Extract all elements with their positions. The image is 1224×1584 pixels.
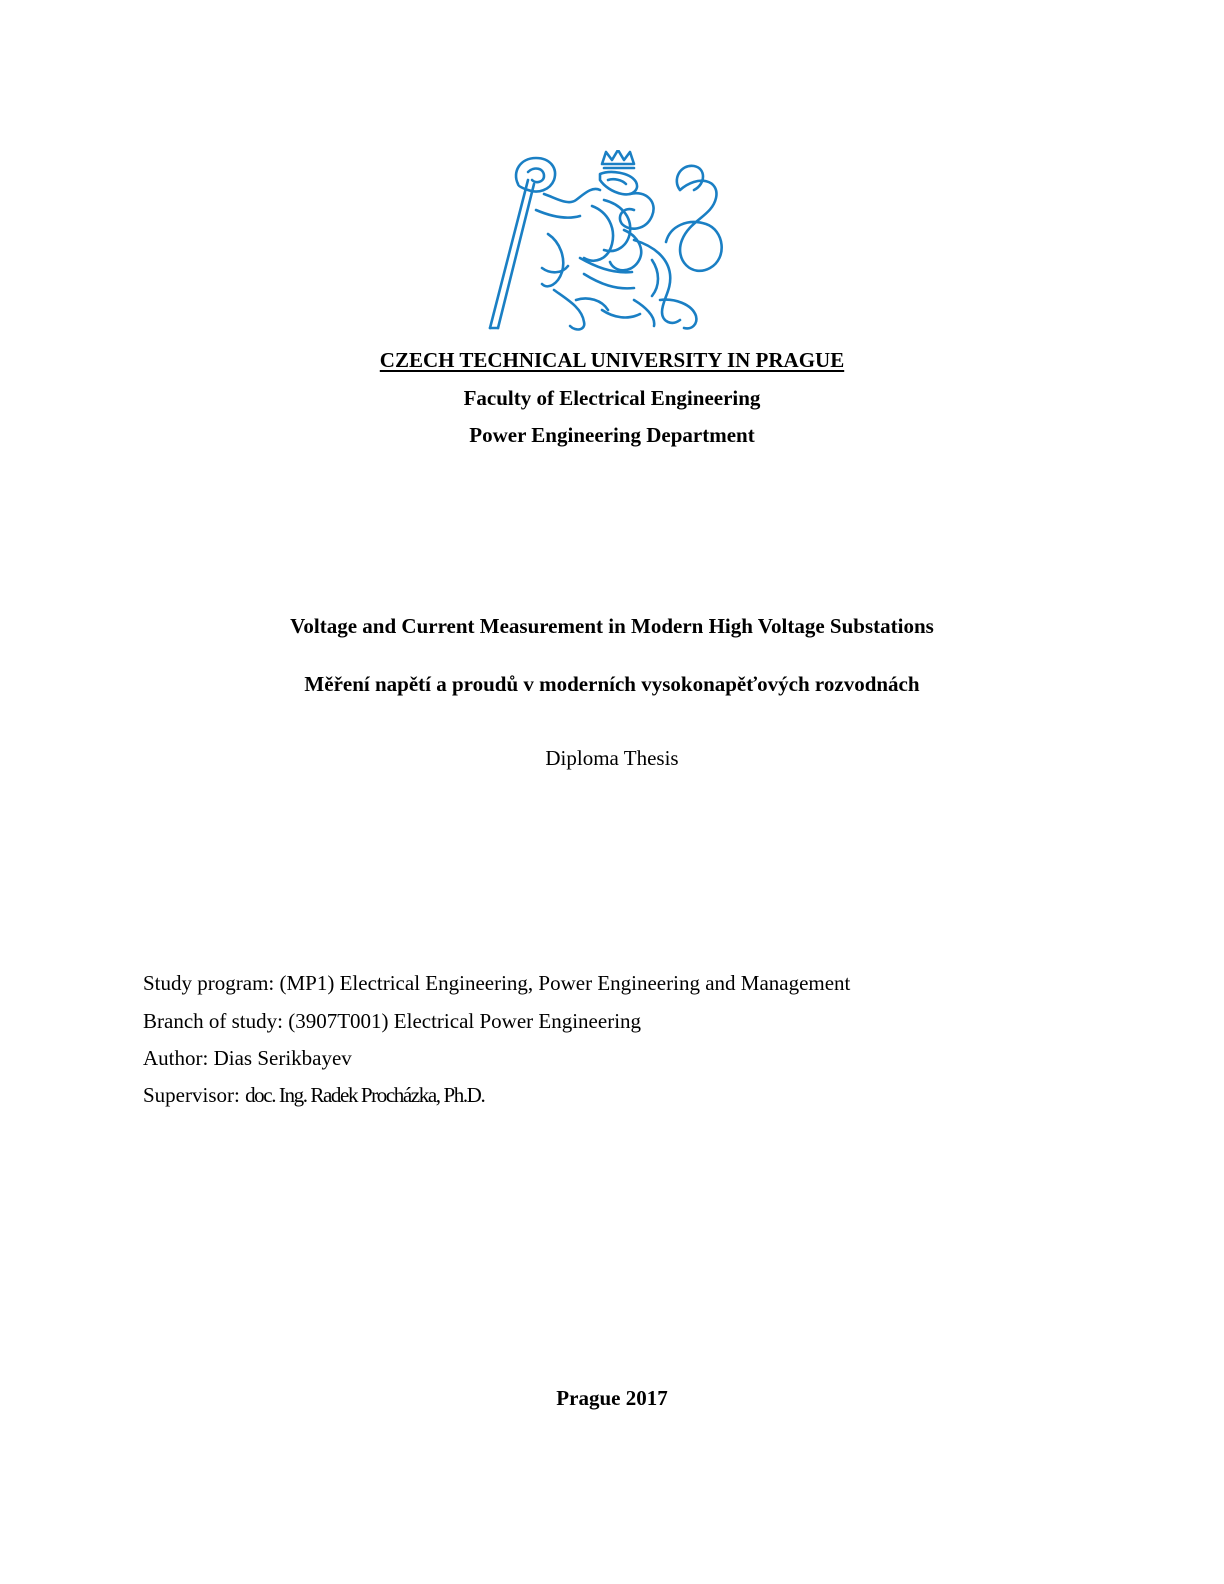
branch-of-study-value: (3907T001) Electrical Power Engineering: [288, 1009, 642, 1033]
study-program-value: (MP1) Electrical Engineering, Power Engineering and Management: [279, 971, 851, 995]
faculty-name: Faculty of Electrical Engineering: [463, 386, 761, 410]
branch-of-study-label: Branch of study:: [143, 1009, 283, 1033]
supervisor-label: Supervisor:: [143, 1083, 240, 1107]
author-label: Author:: [143, 1046, 209, 1070]
branch-of-study-line: [143, 1009, 641, 1034]
city-year: Prague 2017: [556, 1386, 668, 1410]
study-program-label: Study program:: [143, 971, 275, 995]
thesis-title-english: Voltage and Current Measurement in Modern High Voltage Substations: [290, 614, 934, 638]
author-line: [143, 1046, 352, 1071]
university-name: CZECH TECHNICAL UNIVERSITY IN PRAGUE: [379, 348, 845, 372]
study-program-line: [143, 971, 850, 996]
supervisor-line: [143, 1083, 484, 1108]
department-name: Power Engineering Department: [469, 423, 755, 447]
supervisor-value: doc. Ing. Radek Procházka, Ph.D.: [245, 1083, 485, 1107]
thesis-type: Diploma Thesis: [545, 746, 679, 770]
thesis-title-czech: Měření napětí a proudů v moderních vysokonapěťových rozvodnách: [304, 672, 920, 696]
author-value: Dias Serikbayev: [213, 1046, 352, 1070]
ctu-lion-logo: [484, 150, 732, 332]
